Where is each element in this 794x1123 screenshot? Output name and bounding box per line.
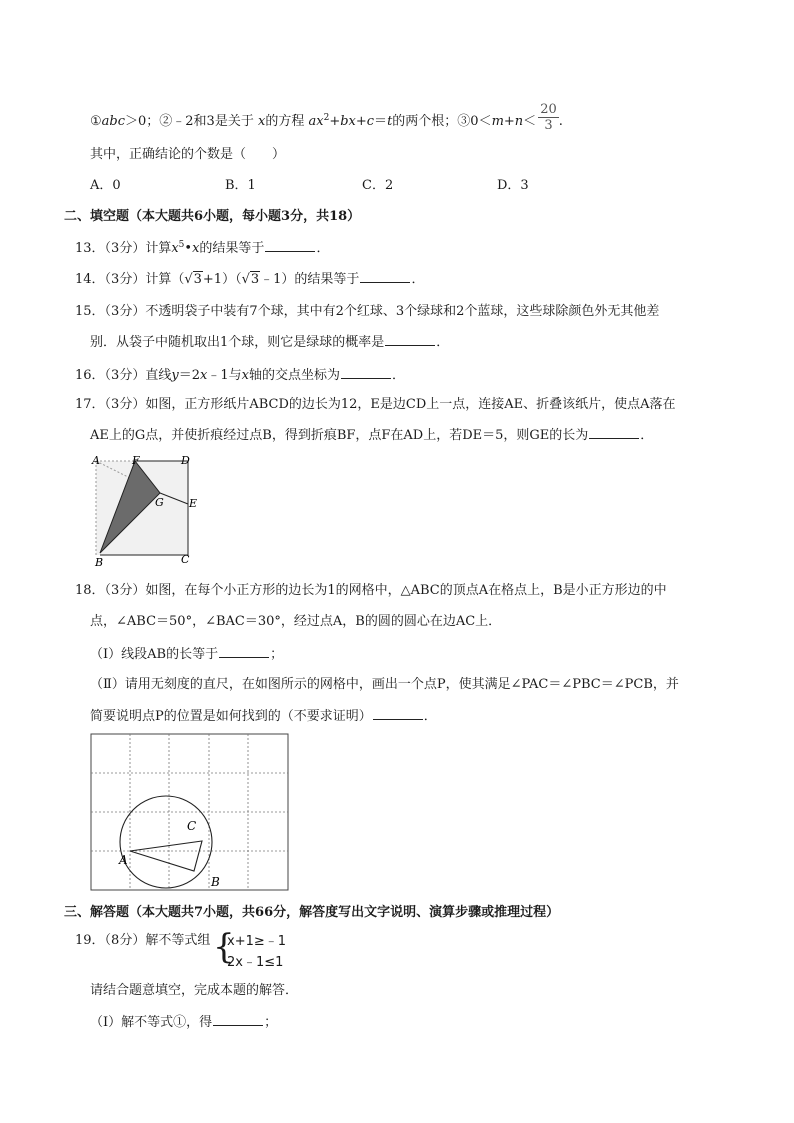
inequality-1: x+1≥﹣1: [227, 934, 287, 949]
q18-part2b: [90, 707, 437, 726]
var-t: t: [387, 114, 393, 129]
q19-part1: [90, 1013, 277, 1032]
text-end: .: [558, 114, 563, 129]
label-c: C: [187, 819, 197, 833]
brace-icon: {: [213, 927, 235, 967]
q13-x2: x: [192, 241, 200, 256]
text-eq: ＝: [374, 114, 388, 129]
q17-figure: [88, 452, 208, 572]
q18-part1-blank[interactable]: [219, 645, 269, 658]
frac-den: 3: [544, 118, 553, 133]
q13-dot: •: [184, 241, 193, 256]
q16-mid: ﹣1与: [207, 368, 242, 383]
q15-end: ．: [436, 335, 450, 350]
sqrt3-b-rad: 3: [250, 272, 260, 287]
label-f: F: [132, 454, 140, 467]
expr-mn: m+n: [491, 114, 524, 129]
q13-end: ．: [316, 241, 330, 256]
text-eq-pre: 的方程: [265, 114, 305, 129]
q16-answer-blank[interactable]: [341, 366, 391, 379]
q13-exp: 5: [178, 240, 185, 250]
sqrt3-a-rad: 3: [193, 272, 202, 287]
q16-y: y: [171, 368, 179, 383]
label-b: B: [95, 556, 104, 569]
circled-1: ①: [90, 114, 102, 129]
q19-prefix: 19．（8分）解不等式组: [75, 933, 211, 948]
option-c: C．2: [362, 178, 394, 193]
q13: [75, 239, 329, 258]
expr-ax: ax: [308, 114, 324, 129]
q18-line1: 18．（3分）如图，在每个小正方形的边长为1的网格中，△ABC的顶点A在格点上，B是小正方形边的中: [75, 583, 667, 598]
q17-end: ．: [640, 428, 654, 443]
q16-x: x: [199, 368, 208, 383]
q16-eq: ＝2: [178, 368, 200, 383]
q18-part1-text: （Ⅰ）线段AB的长等于: [90, 647, 219, 662]
var-x: x: [257, 114, 266, 129]
q18-part1: [90, 645, 283, 664]
q16: [75, 366, 405, 385]
q18-part2-end: ．: [423, 709, 437, 724]
q13-answer-blank[interactable]: [265, 239, 315, 252]
q14-prefix: 14．（3分）计算（: [75, 272, 185, 287]
q14-tail: ﹣1）的结果等于: [260, 272, 360, 287]
q15-line1: 15．（3分）不透明袋子中装有7个球，其中有2个红球、3个绿球和2个蓝球，这些球除颜色外无其他差: [75, 304, 660, 319]
q16-x2: x: [241, 368, 249, 383]
q13-tail: 的结果等于: [199, 241, 265, 256]
q19-line2: 请结合题意填空，完成本题的解答．: [90, 983, 299, 998]
option-a: A．0: [90, 178, 121, 193]
option-b: B．1: [225, 178, 256, 193]
option-d: D．3: [497, 178, 529, 193]
q13-prefix: 13．（3分）计算: [75, 241, 172, 256]
fraction-20-3: [538, 102, 559, 133]
inequality-system: [213, 928, 293, 972]
q15-answer-blank[interactable]: [385, 333, 435, 346]
q16-end: ．: [391, 368, 405, 383]
frac-num: 20: [540, 102, 557, 117]
text-roots: 的两个根；③0＜: [392, 114, 492, 129]
q18-part1-end: ；: [270, 647, 284, 662]
q14-mid: +1）（: [202, 272, 242, 287]
sqrt3-b: √3: [241, 272, 260, 287]
q18-part2a: （Ⅱ）请用无刻度的直尺，在如图所示的网格中，画出一个点P，使其满足∠PAC＝∠PBC＝∠PCB，并: [90, 677, 679, 692]
label-c: C: [181, 553, 190, 566]
q17-line2: [90, 426, 653, 445]
q18-part2b-text: 简要说明点P的位置是如何找到的（不要求证明）: [90, 709, 372, 724]
q18-grid-figure: [90, 733, 290, 891]
q17-answer-blank[interactable]: [589, 426, 639, 439]
expr-abc: abc: [101, 114, 126, 129]
q15-line2-text: 别．从袋子中随机取出1个球，则它是绿球的概率是: [90, 335, 385, 350]
q12-question: 其中，正确结论的个数是（ ）: [90, 147, 286, 162]
section3-title: 三、解答题（本大题共7小题，共66分，解答度写出文字说明、演算步骤或推理过程）: [64, 905, 560, 920]
q19-part1-blank[interactable]: [213, 1013, 263, 1026]
q13-x: x: [171, 241, 179, 256]
q16-prefix: 16．（3分）直线: [75, 368, 172, 383]
q18-line2: 点，∠ABC＝50°，∠BAC＝30°，经过点A，B的圆的圆心在边AC上．: [90, 614, 502, 629]
q16-tail: 轴的交点坐标为: [248, 368, 340, 383]
label-a: A: [92, 454, 100, 467]
q18-part2-blank[interactable]: [373, 707, 423, 720]
q17-line1: 17．（3分）如图，正方形纸片ABCD的边长为12，E是边CD上一点，连接AE、折叠该纸片，使点A落在: [75, 397, 676, 412]
q19-part1-end: ；: [264, 1015, 278, 1030]
q12-conclusions-line: ①abc＞0；②﹣2和3是关于 x的方程 $ax^2+bx+c=t$的两个根；③0＜m+n＜ $\frac{20}{3}$ .: [90, 102, 563, 133]
q14-answer-blank[interactable]: [360, 270, 410, 283]
label-b: B: [211, 875, 220, 889]
q17-line2-text: AE上的G点，并使折痕经过点B，得到折痕BF，点F在AD上，若DE＝5，则GE的长为: [90, 428, 589, 443]
label-e: E: [189, 497, 198, 510]
label-a: A: [119, 853, 128, 867]
q14: [75, 270, 424, 289]
q19-part1-text: （Ⅰ）解不等式①，得: [90, 1015, 213, 1030]
text-lt: ＜: [523, 114, 537, 129]
label-d: D: [181, 454, 190, 467]
label-g: G: [155, 496, 164, 509]
expr-bx-c: +bx+c: [329, 114, 375, 129]
sqrt3-a: √3: [184, 272, 202, 287]
q15-line2: [90, 333, 449, 352]
q14-end: ．: [411, 272, 425, 287]
text-gt0: ＞0；②﹣2和3是关于: [125, 114, 254, 129]
inequality-2: 2x﹣1≤1: [227, 955, 284, 970]
section2-title: 二、填空题（本大题共6小题，每小题3分，共18）: [64, 209, 361, 224]
